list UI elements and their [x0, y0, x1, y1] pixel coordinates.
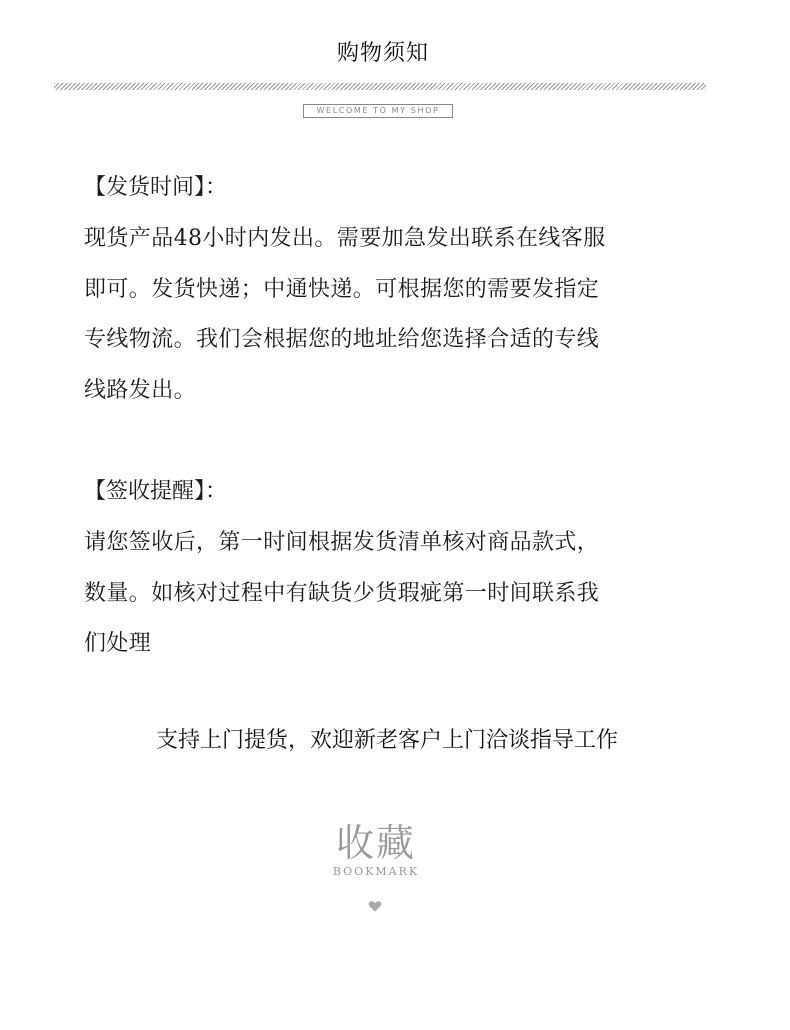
pickup-notice: 支持上门提货，欢迎新老客户上门洽谈指导工作 [155, 728, 618, 753]
shipping-line: 即可。发货快递；中通快递。可根据您的需要发指定 [84, 276, 600, 302]
shipping-line: 现货产品48小时内发出。需要加急发出联系在线客服 [84, 226, 606, 251]
receipt-heading: 【签收提醒】： [84, 479, 228, 504]
bookmark-subtitle[interactable]: BOOKMARK [332, 865, 420, 878]
welcome-badge: WELCOME TO MY SHOP [303, 104, 453, 118]
shipping-line: 专线物流。我们会根据您的地址给您选择合适的专线 [84, 327, 600, 352]
shipping-line: 线路发出。 [84, 377, 197, 403]
receipt-text [84, 518, 694, 670]
page-title: 购物须知 [336, 41, 429, 66]
hatched-divider [54, 83, 706, 90]
bookmark-label[interactable]: 收藏 [335, 821, 416, 865]
shipping-heading: 【发货时间】： [84, 175, 228, 200]
shipping-text [84, 214, 694, 416]
receipt-line: 请您签收后，第一时间根据发货清单核对商品款式， [84, 530, 600, 555]
heart-icon[interactable] [368, 899, 382, 913]
receipt-line: 数量。如核对过程中有缺货少货瑕疵第一时间联系我 [84, 580, 600, 606]
receipt-line: 们处理 [84, 631, 152, 656]
